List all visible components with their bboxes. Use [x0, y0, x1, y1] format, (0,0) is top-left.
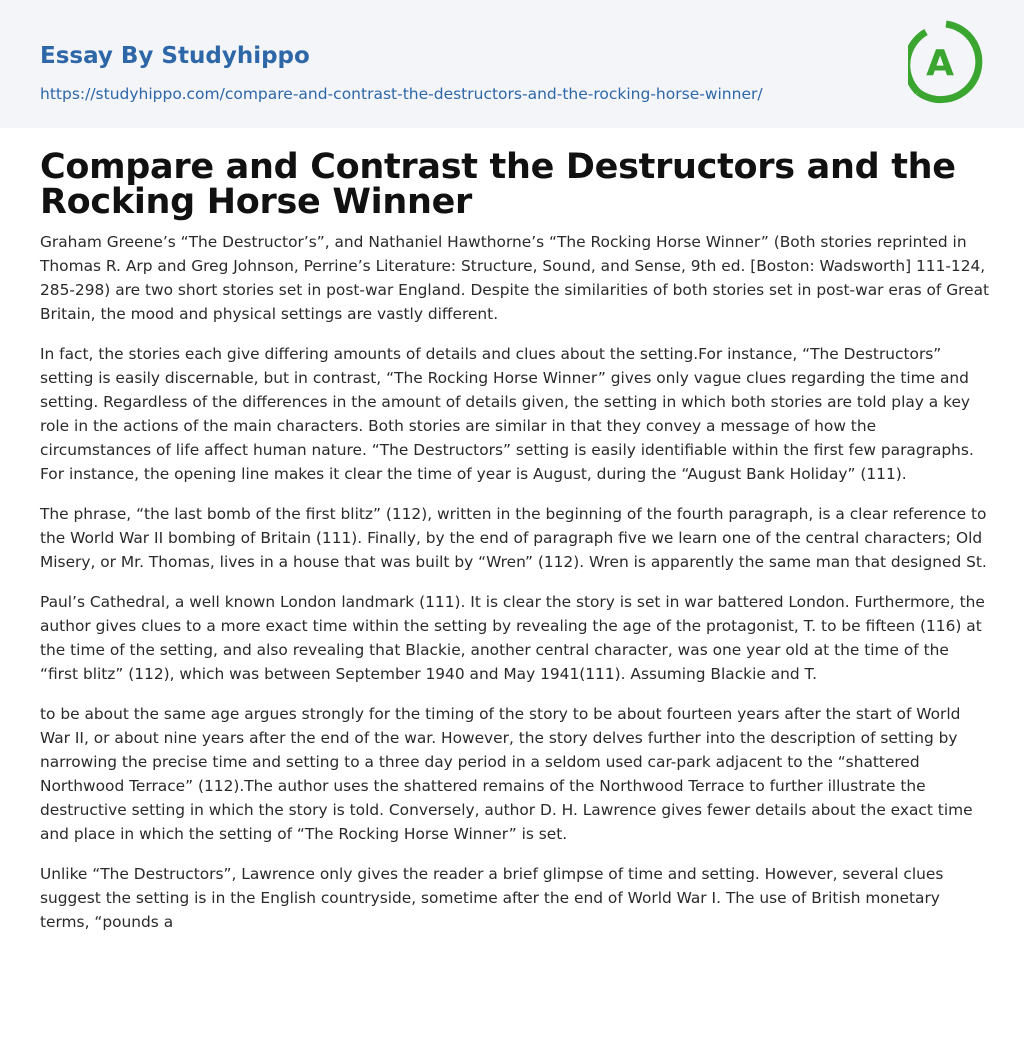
studyhippo-logo-icon[interactable] — [908, 18, 988, 106]
article-body — [40, 230, 990, 934]
paragraph: to be about the same age argues strongly for the timing of the story to be about fourteen years after the start of World War II, or about nine years after the end of the war. However, the story delves further into the description of setting by narrowing the precise time and setting to a three day period in a seldom used car-park adjacent to the “shattered Northwood Terrace” (112).The author uses the shattered remains of the Northwood Terrace to further illustrate the destructive setting in which the story is told. Conversely, author D. H. Lawrence gives fewer details about the exact time and place in which the setting of “The Rocking Horse Winner” is set. — [40, 705, 973, 843]
article-url-link[interactable]: https://studyhippo.com/compare-and-contrast-the-destructors-and-the-rocking-horse-winner/ — [40, 85, 763, 103]
paragraph: In fact, the stories each give differing amounts of details and clues about the setting.For instance, “The Destructors” setting is easily discernable, but in contrast, “The Rocking Horse Winner” gives only vague clues regarding the time and setting. Regardless of the differences in the amount of details given, the setting in which both stories are told play a key role in the actions of the main characters. Both stories are similar in that they convey a message of how the circumstances of life affect human nature. “The Destructors” setting is easily identifiable within the first few paragraphs. For instance, the opening line makes it clear the time of year is August, during the “August Bank Holiday” (111). — [40, 345, 974, 483]
site-header — [0, 0, 1024, 128]
page-title: Compare and Contrast the Destructors and the Rocking Horse Winner — [40, 147, 956, 222]
paragraph: The phrase, “the last bomb of the first blitz” (112), written in the beginning of the fourth paragraph, is a clear reference to the World War II bombing of Britain (111). Finally, by the end of paragraph five we learn one of the central characters; Old Misery, or Mr. Thomas, lives in a house that was built by “Wren” (112). Wren is apparently the same man that designed St. — [40, 505, 987, 571]
paragraph: Paul’s Cathedral, a well known London landmark (111). It is clear the story is set in war battered London. Furthermore, the author gives clues to a more exact time within the setting by revealing the age of the protagonist, T. to be fifteen (116) at the time of the setting, and also revealing that Blackie, another central character, was one year old at the time of the “first blitz” (112), which was between September 1940 and May 1941(111). Assuming Blackie and T. — [40, 593, 985, 683]
paragraph: Unlike “The Destructors”, Lawrence only gives the reader a brief glimpse of time and setting. However, several clues suggest the setting is in the English countryside, sometime after the end of World War I. The use of British monetary terms, “pounds a — [40, 865, 944, 931]
paragraph: Graham Greene’s “The Destructor’s”, and Nathaniel Hawthorne’s “The Rocking Horse Winner” (Both stories reprinted in Thomas R. Arp and Greg Johnson, Perrine’s Literature: Structure, Sound, and Sense, 9th ed. [Boston: Wadsworth] 111-124, 285-298) are two short stories set in post-war England. Despite the similarities of both stories set in post-war eras of Great Britain, the mood and physical settings are vastly different. — [40, 233, 990, 323]
article — [40, 147, 990, 950]
logo-letter: A — [926, 43, 954, 84]
site-title[interactable]: Essay By Studyhippo — [40, 43, 310, 69]
